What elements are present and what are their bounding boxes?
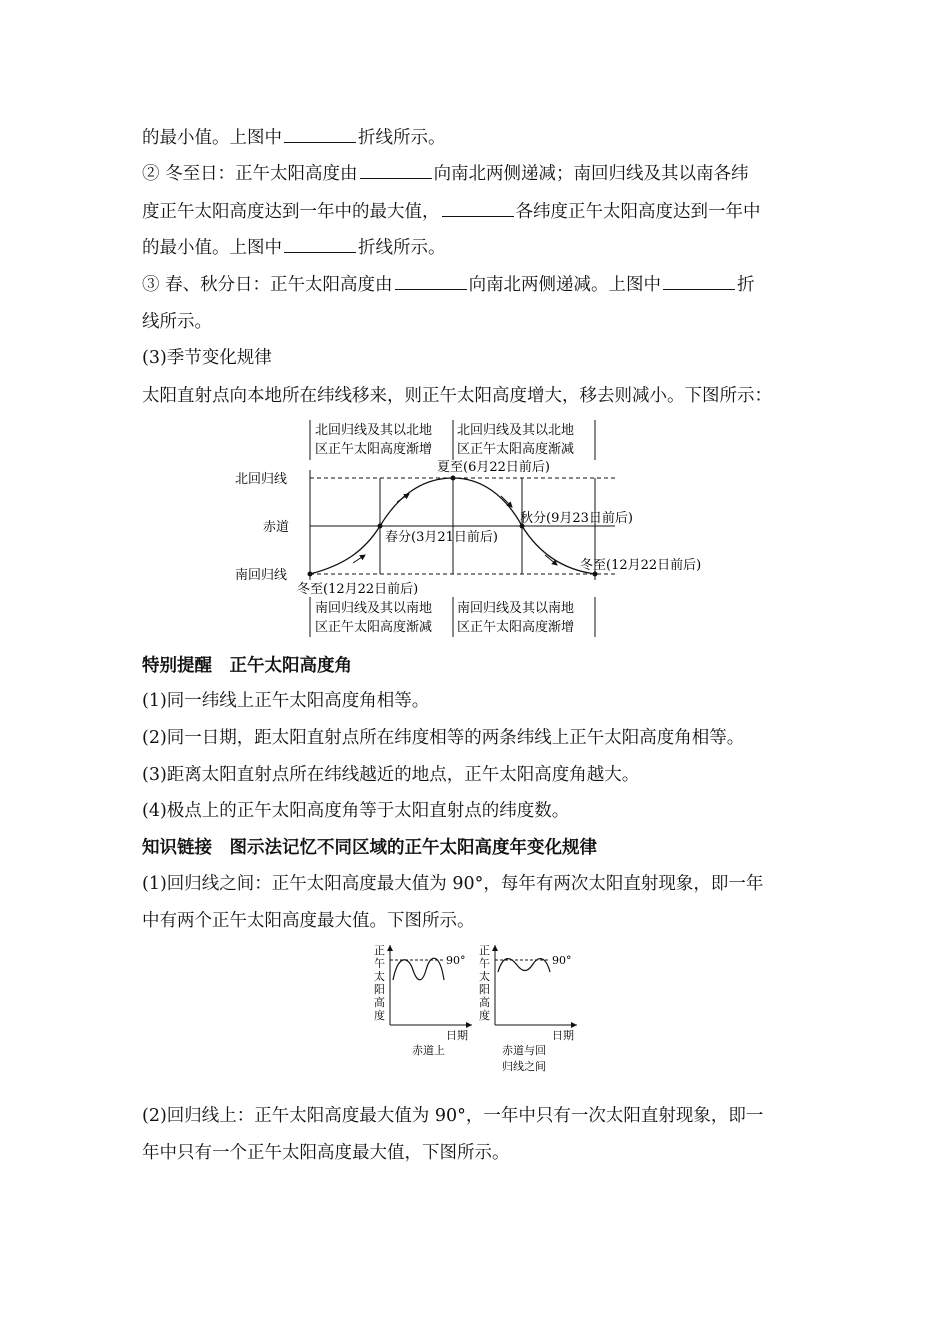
link-item-2a: (2)回归线上：正午太阳高度最大值为 90°，一年中只有一次太阳直射现象，即一 (142, 1106, 764, 1126)
tip-item-3: (3)距离太阳直射点所在纬线越近的地点，正午太阳高度角越大。 (142, 765, 640, 785)
ylabel-char: 度 (374, 1009, 385, 1022)
bottom-box-2-line-1: 南回归线及其以南地 (457, 601, 575, 616)
label-summer-solstice: 夏至(6月22日前后) (437, 460, 550, 475)
tip-item-1: (1)同一纬线上正午太阳高度角相等。 (142, 691, 430, 711)
text-line-4: 的最小值。上图中 折线所示。 (142, 238, 446, 258)
tip-heading: 特别提醒 正午太阳高度角 (142, 656, 352, 676)
text-line-5: ③ 春、秋分日：正午太阳高度由 向南北两侧递减。上图中 折 (142, 275, 755, 295)
chart-between-tropics (479, 944, 577, 1073)
ylabel-char: 阳 (374, 983, 385, 996)
ylabel-char: 正 (479, 944, 490, 957)
label-winter-solstice-left: 冬至(12月22日前后) (297, 582, 419, 597)
answer-blank[interactable] (284, 128, 356, 143)
tip-item-2: (2)同一日期，距太阳直射点所在纬度相等的两条纬线上正午太阳高度角相等。 (142, 728, 745, 748)
ylabel-char: 太 (374, 970, 385, 983)
label-tropic-cancer: 北回归线 (235, 472, 288, 487)
bottom-box-2-line-2: 区正午太阳高度渐增 (457, 620, 575, 635)
label-winter-solstice-right: 冬至(12月22日前后) (580, 558, 702, 573)
sun-angle-diagram (225, 415, 745, 640)
caption-equator: 赤道上 (412, 1044, 445, 1057)
answer-blank[interactable] (442, 202, 514, 217)
tip-item-4: (4)极点上的正午太阳高度角等于太阳直射点的纬度数。 (142, 801, 570, 821)
text-line-1: 的最小值。上图中 折线所示。 (142, 128, 446, 148)
caption-between-line-2: 归线之间 (502, 1060, 546, 1073)
answer-blank[interactable] (284, 238, 356, 253)
top-box-2-line-2: 区正午太阳高度渐减 (457, 442, 575, 457)
text-line-6: 线所示。 (142, 312, 212, 332)
ylabel-char: 正 (374, 944, 385, 957)
ylabel-char: 阳 (479, 983, 490, 996)
ylabel-char: 高 (374, 996, 385, 1009)
ylabel-char: 午 (374, 957, 385, 970)
link-item-1a: (1)回归线之间：正午太阳高度最大值为 90°，每年有两次太阳直射现象，即一年 (142, 874, 764, 894)
label-tropic-capricorn: 南回归线 (235, 568, 288, 583)
answer-blank[interactable] (360, 164, 432, 179)
caption-between-line-1: 赤道与回 (502, 1044, 546, 1057)
ninety-label-1: 90° (446, 954, 466, 967)
bottom-box-1-line-2: 区正午太阳高度渐减 (315, 620, 433, 635)
small-charts (360, 940, 590, 1075)
link-item-1b: 中有两个正午太阳高度最大值。下图所示。 (142, 911, 475, 931)
label-autumn-equinox: 秋分(9月23日前后) (520, 511, 633, 526)
top-box-1-line-1: 北回归线及其以北地 (315, 423, 433, 438)
text-line-3: 度正午太阳高度达到一年中的最大值， 各纬度正午太阳高度达到一年中 (142, 202, 761, 222)
ylabel-char: 高 (479, 996, 490, 1009)
bottom-box-1-line-1: 南回归线及其以南地 (315, 601, 433, 616)
ninety-label-2: 90° (552, 954, 572, 967)
label-spring-equinox: 春分(3月21日前后) (385, 530, 498, 545)
answer-blank[interactable] (395, 275, 467, 290)
xlabel-1: 日期 (446, 1029, 468, 1042)
label-equator: 赤道 (263, 520, 290, 535)
top-box-1-line-2: 区正午太阳高度渐增 (315, 442, 433, 457)
xlabel-2: 日期 (552, 1029, 574, 1042)
link-item-2b: 年中只有一个正午太阳高度最大值，下图所示。 (142, 1143, 510, 1163)
text-line-8: 太阳直射点向本地所在纬线移来，则正午太阳高度增大，移去则减小。下图所示： (142, 386, 772, 406)
chart-equator (374, 944, 472, 1057)
text-line-2: ② 冬至日：正午太阳高度由 向南北两侧递减；南回归线及其以南各纬 (142, 164, 749, 184)
link-heading: 知识链接 图示法记忆不同区域的正午太阳高度年变化规律 (142, 838, 597, 858)
section-heading: (3)季节变化规律 (142, 348, 272, 368)
answer-blank[interactable] (663, 275, 735, 290)
ylabel-char: 午 (479, 957, 490, 970)
top-box-2-line-1: 北回归线及其以北地 (457, 423, 575, 438)
ylabel-char: 太 (479, 970, 490, 983)
ylabel-char: 度 (479, 1009, 490, 1022)
